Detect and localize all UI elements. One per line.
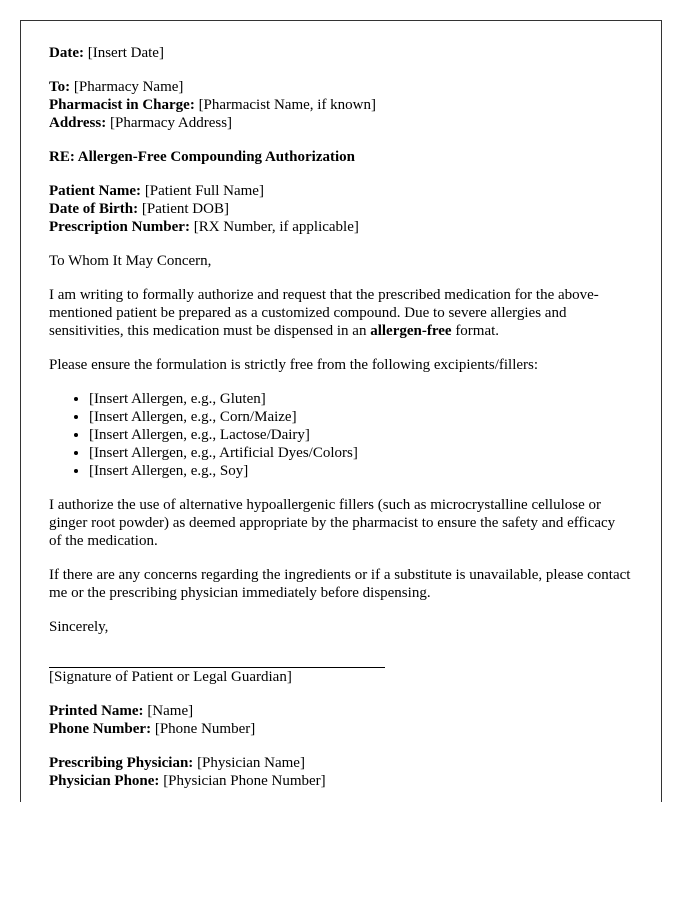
physician-phone-label: Physician Phone: <box>49 773 160 789</box>
allergen-list <box>49 390 631 480</box>
physician-name-label: Prescribing Physician: <box>49 755 194 771</box>
to-value: [Pharmacy Name] <box>73 79 184 95</box>
date-label: Date: <box>49 45 84 61</box>
phone-label: Phone Number: <box>49 721 152 737</box>
allergen-item: • [Insert Allergen, e.g., Gluten] <box>89 390 631 408</box>
pharmacist-value: [Pharmacist Name, if known] <box>198 97 377 113</box>
patient-name-value: [Patient Full Name] <box>144 183 264 199</box>
signer-block <box>49 702 631 738</box>
rx-value: [RX Number, if applicable] <box>193 219 359 235</box>
rx-line <box>49 218 631 236</box>
body-paragraph-1 <box>49 286 631 340</box>
physician-name-line <box>49 754 631 772</box>
authorization-letter <box>20 20 662 802</box>
allergen-item: • [Insert Allergen, e.g., Corn/Maize] <box>89 408 631 426</box>
date-value: [Insert Date] <box>87 45 164 61</box>
phone-value: [Phone Number] <box>154 721 256 737</box>
to-label: To: <box>49 79 71 95</box>
address-value: [Pharmacy Address] <box>109 115 233 131</box>
dob-line <box>49 200 631 218</box>
allergen-free-emphasis: allergen-free <box>370 323 452 339</box>
phone-line <box>49 720 631 738</box>
rx-label: Prescription Number: <box>49 219 190 235</box>
physician-phone-value: [Physician Phone Number] <box>163 773 326 789</box>
body-paragraph-2: I authorize the use of alternative hypoallergenic fillers (such as microcrystalline cellulose or ginger root powder) as deemed appropriate by the pharmacist to ensure the safety and efficacy of the medication. <box>49 497 616 549</box>
printed-name-line <box>49 702 631 720</box>
patient-block <box>49 182 631 236</box>
signature-label: [Signature of Patient or Legal Guardian] <box>49 669 292 685</box>
printed-name-value: [Name] <box>147 703 194 719</box>
pharmacist-line <box>49 96 631 114</box>
pharmacist-label: Pharmacist in Charge: <box>49 97 195 113</box>
body-paragraph-3: If there are any concerns regarding the ingredients or if a substitute is unavailable, please contact me or the prescribing physician immediately before dispensing. <box>49 567 631 601</box>
physician-phone-line <box>49 772 631 790</box>
physician-name-value: [Physician Name] <box>197 755 305 771</box>
subject-line <box>49 148 631 166</box>
body-paragraph-1-end: format. <box>451 323 500 339</box>
address-label: Address: <box>49 115 107 131</box>
patient-name-label: Patient Name: <box>49 183 142 199</box>
signature-block <box>49 652 631 686</box>
recipient-block <box>49 78 631 132</box>
list-intro: Please ensure the formulation is strictly free from the following excipients/fillers: <box>49 357 539 373</box>
allergen-item: • [Insert Allergen, e.g., Lactose/Dairy] <box>89 426 631 444</box>
address-line <box>49 114 631 132</box>
salutation: To Whom It May Concern, <box>49 253 212 269</box>
allergen-item: • [Insert Allergen, e.g., Soy] <box>89 462 631 480</box>
dob-value: [Patient DOB] <box>141 201 229 217</box>
printed-name-label: Printed Name: <box>49 703 144 719</box>
patient-name-line <box>49 182 631 200</box>
subject-text: RE: Allergen-Free Compounding Authorization <box>49 149 355 165</box>
date-line <box>49 44 631 62</box>
physician-block <box>49 754 631 790</box>
dob-label: Date of Birth: <box>49 201 139 217</box>
allergen-item: • [Insert Allergen, e.g., Artificial Dyes/Colors] <box>89 444 631 462</box>
to-line <box>49 78 631 96</box>
body-paragraph-1-text: I am writing to formally authorize and request that the prescribed medication for the above-mentioned patient be prepared as a customized compound. Due to severe allergies and sensitivities, this medication must be dispensed in an <box>49 287 599 339</box>
page-viewport <box>20 20 662 802</box>
closing: Sincerely, <box>49 619 109 635</box>
